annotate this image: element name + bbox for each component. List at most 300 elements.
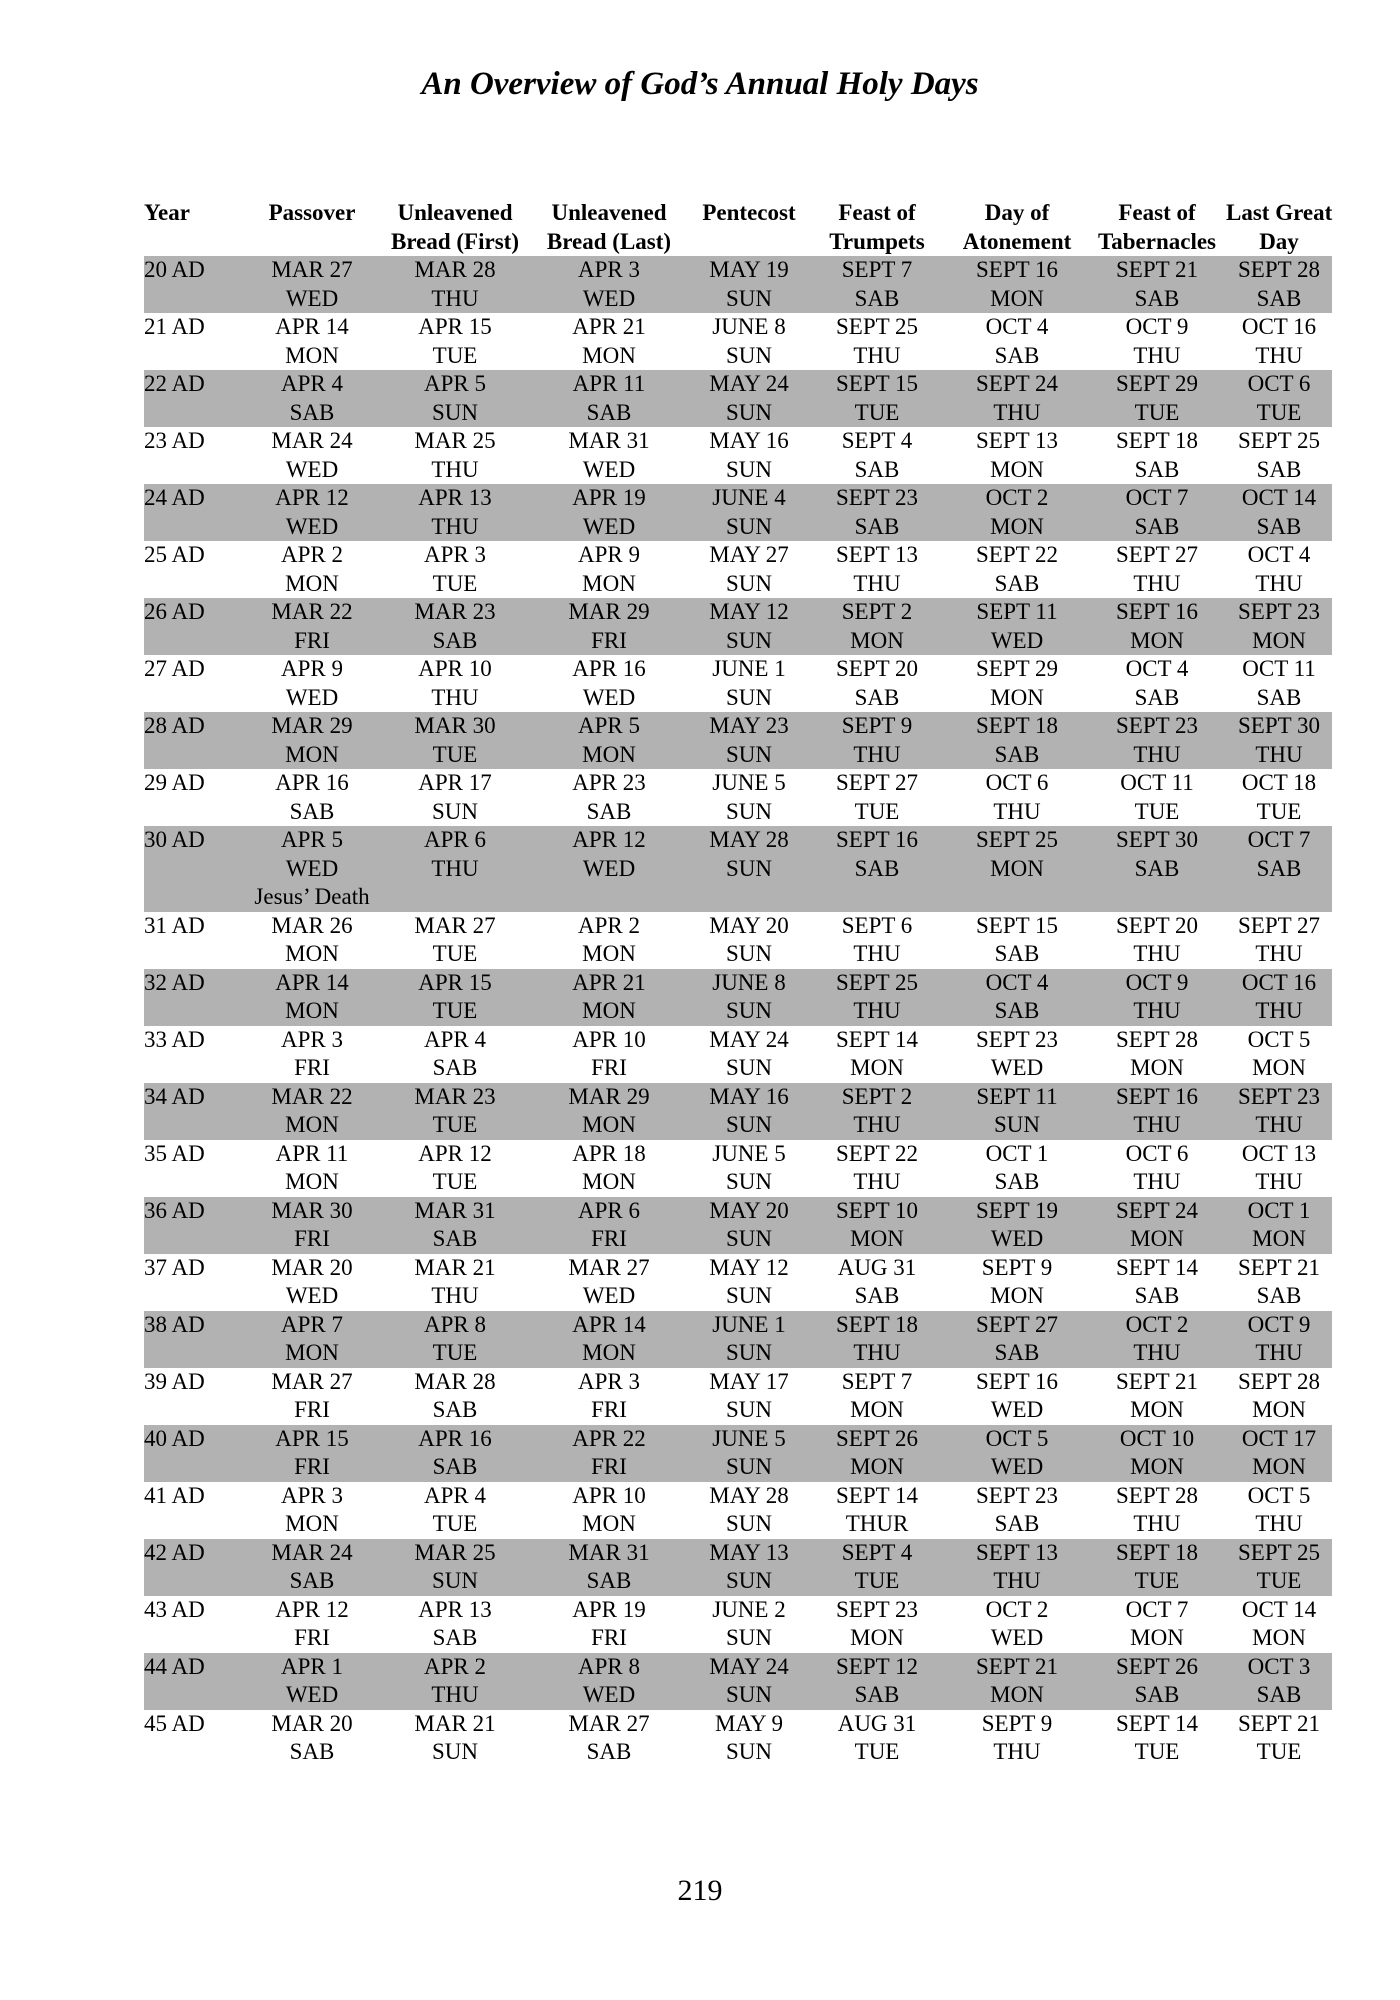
- cell-unleavened-bread-first: [382, 427, 528, 484]
- cell-pentecost: [690, 1026, 808, 1083]
- date-text: MAR 28: [414, 257, 496, 282]
- weekday-text: FRI: [294, 1397, 330, 1422]
- cell-unleavened-bread-last: [528, 1254, 690, 1311]
- weekday-text: WED: [285, 456, 339, 482]
- cell-passover: [242, 1197, 382, 1254]
- cell-last-great-day: [1226, 1254, 1332, 1311]
- weekday-text: THU: [431, 1283, 479, 1308]
- cell-year: [144, 541, 242, 598]
- date-text: SEPT 21: [1237, 1254, 1321, 1280]
- cell-passover: [242, 427, 382, 484]
- weekday-text: SUN: [725, 456, 772, 482]
- date-text: APR 12: [572, 827, 646, 852]
- column-header-line: Unleavened: [397, 200, 513, 225]
- cell-feast-of-trumpets: [808, 1425, 946, 1482]
- date-text: SEPT 28: [1237, 257, 1321, 282]
- weekday-text: THU: [993, 798, 1041, 824]
- weekday-text: WED: [582, 684, 636, 710]
- column-header-line: Feast of: [838, 200, 916, 225]
- cell-pentecost: [690, 313, 808, 370]
- date-text: MAY 23: [709, 713, 789, 738]
- year-label: 43 AD: [144, 1596, 205, 1622]
- year-label: 39 AD: [144, 1368, 205, 1394]
- date-text: MAY 17: [709, 1368, 789, 1394]
- cell-pentecost: [690, 969, 808, 1026]
- date-text: APR 8: [578, 1653, 640, 1679]
- column-header-year: [144, 198, 242, 256]
- date-text: SEPT 25: [1237, 1539, 1321, 1565]
- date-text: SEPT 25: [835, 314, 919, 339]
- weekday-text: MON: [285, 1340, 339, 1365]
- weekday-text: WED: [285, 855, 339, 881]
- cell-last-great-day: [1226, 541, 1332, 598]
- weekday-text: TUE: [1134, 1739, 1180, 1764]
- weekday-text: WED: [582, 1283, 636, 1308]
- cell-unleavened-bread-first: [382, 969, 528, 1026]
- date-text: OCT 6: [1247, 371, 1311, 396]
- cell-unleavened-bread-first: [382, 1026, 528, 1083]
- weekday-text: SAB: [1134, 1682, 1180, 1707]
- date-text: MAR 24: [271, 428, 353, 453]
- cell-day-of-atonement: [946, 1710, 1088, 1767]
- date-text: APR 19: [572, 1596, 646, 1622]
- year-label: 35 AD: [144, 1140, 205, 1166]
- year-label: 37 AD: [144, 1254, 205, 1280]
- weekday-text: SAB: [1134, 855, 1180, 881]
- date-text: OCT 18: [1241, 770, 1317, 795]
- date-text: JUNE 5: [712, 1140, 786, 1166]
- cell-year: [144, 598, 242, 655]
- date-text: SEPT 16: [1115, 1083, 1199, 1109]
- weekday-text: SAB: [854, 513, 900, 539]
- year-label: 31 AD: [144, 912, 205, 938]
- date-text: MAY 16: [709, 428, 789, 453]
- weekday-text: TUE: [432, 570, 478, 596]
- weekday-text: TUE: [1256, 1739, 1302, 1764]
- cell-feast-of-tabernacles: [1088, 826, 1226, 912]
- weekday-text: SAB: [1256, 1283, 1302, 1308]
- weekday-text: SAB: [289, 1568, 335, 1593]
- cell-feast-of-tabernacles: [1088, 1710, 1226, 1767]
- date-text: APR 21: [572, 314, 646, 339]
- weekday-text: TUE: [1256, 399, 1302, 425]
- date-text: SEPT 15: [975, 912, 1059, 938]
- date-text: SEPT 9: [841, 713, 913, 738]
- cell-day-of-atonement: [946, 1083, 1088, 1140]
- weekday-text: MON: [582, 570, 636, 596]
- cell-year: [144, 769, 242, 826]
- cell-day-of-atonement: [946, 541, 1088, 598]
- weekday-text: THU: [431, 513, 479, 539]
- year-label: 22 AD: [144, 371, 205, 396]
- date-text: MAR 31: [414, 1197, 496, 1223]
- cell-unleavened-bread-first: [382, 313, 528, 370]
- cell-last-great-day: [1226, 370, 1332, 427]
- cell-feast-of-trumpets: [808, 484, 946, 541]
- date-text: SEPT 11: [976, 599, 1058, 624]
- cell-pentecost: [690, 826, 808, 912]
- cell-day-of-atonement: [946, 1254, 1088, 1311]
- weekday-text: WED: [990, 627, 1044, 653]
- cell-unleavened-bread-last: [528, 655, 690, 712]
- weekday-text: SAB: [432, 1625, 478, 1650]
- date-text: MAY 16: [709, 1083, 789, 1109]
- weekday-text: SAB: [994, 570, 1040, 596]
- date-text: OCT 16: [1241, 969, 1317, 995]
- date-text: SEPT 2: [841, 1083, 913, 1109]
- weekday-text: THU: [853, 570, 901, 596]
- cell-year: [144, 969, 242, 1026]
- cell-unleavened-bread-first: [382, 655, 528, 712]
- cell-passover: [242, 1026, 382, 1083]
- date-text: APR 3: [424, 542, 486, 567]
- date-text: APR 10: [572, 1026, 646, 1052]
- date-text: SEPT 18: [975, 713, 1059, 738]
- year-label: 23 AD: [144, 428, 205, 453]
- weekday-text: FRI: [294, 1226, 330, 1251]
- cell-last-great-day: [1226, 1140, 1332, 1197]
- weekday-text: SUN: [725, 1454, 772, 1479]
- weekday-text: TUE: [432, 1169, 478, 1194]
- cell-feast-of-tabernacles: [1088, 769, 1226, 826]
- weekday-text: SAB: [586, 1568, 632, 1593]
- date-text: APR 16: [418, 1425, 492, 1451]
- date-text: APR 11: [572, 371, 646, 396]
- date-text: APR 21: [572, 969, 646, 995]
- date-text: APR 10: [418, 656, 492, 681]
- table-row: [144, 769, 1332, 826]
- table-row: [144, 1083, 1332, 1140]
- date-text: OCT 13: [1241, 1140, 1317, 1166]
- cell-unleavened-bread-last: [528, 769, 690, 826]
- date-text: SEPT 27: [1237, 912, 1321, 938]
- cell-day-of-atonement: [946, 1311, 1088, 1368]
- cell-year: [144, 256, 242, 313]
- weekday-text: SAB: [432, 1055, 478, 1080]
- column-header-line: Pentecost: [702, 200, 796, 225]
- cell-unleavened-bread-first: [382, 1311, 528, 1368]
- weekday-text: THU: [431, 684, 479, 710]
- weekday-text: MON: [285, 342, 339, 368]
- date-text: APR 3: [281, 1026, 343, 1052]
- cell-last-great-day: [1226, 427, 1332, 484]
- date-text: MAR 27: [271, 1368, 353, 1394]
- date-text: APR 17: [418, 770, 492, 795]
- date-text: MAY 24: [709, 371, 789, 396]
- cell-day-of-atonement: [946, 969, 1088, 1026]
- cell-passover: [242, 769, 382, 826]
- weekday-text: SUN: [725, 941, 772, 966]
- date-text: SEPT 29: [1115, 371, 1199, 396]
- date-text: OCT 4: [1125, 656, 1189, 681]
- date-text: MAY 28: [709, 1482, 789, 1508]
- cell-feast-of-trumpets: [808, 1197, 946, 1254]
- cell-unleavened-bread-last: [528, 1425, 690, 1482]
- cell-pentecost: [690, 370, 808, 427]
- date-text: MAR 27: [271, 257, 353, 282]
- year-label: 36 AD: [144, 1197, 205, 1223]
- date-text: MAY 12: [709, 599, 789, 624]
- date-text: SEPT 23: [835, 1596, 919, 1622]
- date-text: SEPT 16: [975, 1368, 1059, 1394]
- weekday-text: SAB: [432, 1397, 478, 1422]
- cell-unleavened-bread-last: [528, 598, 690, 655]
- table-row: [144, 1653, 1332, 1710]
- cell-unleavened-bread-first: [382, 1539, 528, 1596]
- date-text: APR 12: [275, 485, 349, 510]
- date-text: SEPT 14: [835, 1482, 919, 1508]
- date-text: APR 7: [281, 1311, 343, 1337]
- column-header-line: Tabernacles: [1098, 229, 1216, 254]
- cell-unleavened-bread-last: [528, 370, 690, 427]
- weekday-text: SAB: [994, 998, 1040, 1023]
- weekday-text: MON: [285, 941, 339, 966]
- cell-passover: [242, 1254, 382, 1311]
- cell-last-great-day: [1226, 313, 1332, 370]
- date-text: MAR 21: [414, 1254, 496, 1280]
- date-text: OCT 14: [1241, 485, 1317, 510]
- date-text: MAY 13: [709, 1539, 789, 1565]
- weekday-text: WED: [990, 1226, 1044, 1251]
- cell-passover: [242, 1368, 382, 1425]
- date-text: MAR 27: [414, 912, 496, 938]
- date-text: MAR 22: [271, 599, 353, 624]
- weekday-text: TUE: [432, 1340, 478, 1365]
- date-text: APR 23: [572, 770, 646, 795]
- table-row: [144, 912, 1332, 969]
- cell-feast-of-tabernacles: [1088, 1653, 1226, 1710]
- weekday-text: TUE: [1134, 1568, 1180, 1593]
- date-text: SEPT 18: [835, 1311, 919, 1337]
- weekday-text: THU: [1133, 342, 1181, 368]
- cell-unleavened-bread-first: [382, 484, 528, 541]
- cell-day-of-atonement: [946, 1368, 1088, 1425]
- table-row: [144, 598, 1332, 655]
- cell-pentecost: [690, 256, 808, 313]
- weekday-text: MON: [850, 627, 904, 653]
- cell-day-of-atonement: [946, 1482, 1088, 1539]
- date-text: SEPT 23: [835, 485, 919, 510]
- weekday-text: SAB: [994, 1340, 1040, 1365]
- date-text: JUNE 8: [712, 314, 786, 339]
- date-text: MAR 23: [414, 1083, 496, 1109]
- date-text: SEPT 28: [1115, 1482, 1199, 1508]
- weekday-text: TUE: [432, 1112, 478, 1137]
- cell-day-of-atonement: [946, 1026, 1088, 1083]
- cell-last-great-day: [1226, 1482, 1332, 1539]
- cell-last-great-day: [1226, 1539, 1332, 1596]
- date-text: OCT 7: [1247, 827, 1311, 852]
- weekday-text: SAB: [854, 855, 900, 881]
- weekday-text: TUE: [854, 1568, 900, 1593]
- cell-feast-of-tabernacles: [1088, 712, 1226, 769]
- year-label: 32 AD: [144, 969, 205, 995]
- date-text: SEPT 28: [1115, 1026, 1199, 1052]
- weekday-text: SAB: [432, 627, 478, 653]
- cell-year: [144, 1596, 242, 1653]
- date-text: APR 14: [275, 314, 349, 339]
- cell-pentecost: [690, 1539, 808, 1596]
- date-text: MAR 27: [568, 1254, 650, 1280]
- weekday-text: SAB: [994, 741, 1040, 767]
- cell-day-of-atonement: [946, 769, 1088, 826]
- date-text: APR 13: [418, 485, 492, 510]
- date-text: SEPT 26: [1115, 1653, 1199, 1679]
- column-header-line: Bread (Last): [546, 229, 672, 254]
- cell-passover: [242, 826, 382, 912]
- weekday-text: MON: [582, 1511, 636, 1536]
- cell-last-great-day: [1226, 1425, 1332, 1482]
- date-text: MAR 23: [414, 599, 496, 624]
- cell-pentecost: [690, 1197, 808, 1254]
- cell-unleavened-bread-last: [528, 427, 690, 484]
- cell-passover: [242, 1425, 382, 1482]
- date-text: APR 5: [578, 713, 640, 738]
- cell-unleavened-bread-last: [528, 1596, 690, 1653]
- cell-unleavened-bread-first: [382, 1482, 528, 1539]
- date-text: MAR 28: [414, 1368, 496, 1394]
- date-text: OCT 9: [1125, 314, 1189, 339]
- table-row: [144, 313, 1332, 370]
- weekday-text: THU: [1255, 941, 1303, 966]
- weekday-text: WED: [990, 1397, 1044, 1422]
- date-text: SEPT 13: [975, 428, 1059, 453]
- cell-last-great-day: [1226, 1653, 1332, 1710]
- weekday-text: SUN: [725, 285, 772, 311]
- weekday-text: SAB: [586, 1739, 632, 1764]
- cell-pentecost: [690, 1710, 808, 1767]
- date-text: OCT 7: [1125, 485, 1189, 510]
- weekday-text: SAB: [289, 399, 335, 425]
- date-text: SEPT 21: [975, 1653, 1059, 1679]
- cell-day-of-atonement: [946, 484, 1088, 541]
- weekday-text: THU: [1255, 1112, 1303, 1137]
- cell-feast-of-tabernacles: [1088, 1140, 1226, 1197]
- weekday-text: MON: [990, 285, 1044, 311]
- weekday-text: MON: [582, 1112, 636, 1137]
- cell-feast-of-trumpets: [808, 655, 946, 712]
- weekday-text: SAB: [1256, 684, 1302, 710]
- cell-year: [144, 1140, 242, 1197]
- weekday-text: SAB: [1134, 456, 1180, 482]
- date-text: SEPT 25: [975, 827, 1059, 852]
- cell-passover: [242, 969, 382, 1026]
- date-text: MAR 31: [568, 1539, 650, 1565]
- cell-passover: [242, 655, 382, 712]
- column-header-unleavened-bread-last: [528, 198, 690, 256]
- cell-passover: [242, 1653, 382, 1710]
- weekday-text: WED: [582, 456, 636, 482]
- weekday-text: MON: [1252, 1226, 1306, 1251]
- weekday-text: WED: [990, 1625, 1044, 1650]
- cell-day-of-atonement: [946, 256, 1088, 313]
- column-header-line: Unleavened: [551, 200, 667, 225]
- cell-pentecost: [690, 1140, 808, 1197]
- cell-day-of-atonement: [946, 826, 1088, 912]
- cell-day-of-atonement: [946, 1596, 1088, 1653]
- date-text: SEPT 23: [1115, 713, 1199, 738]
- cell-feast-of-tabernacles: [1088, 969, 1226, 1026]
- weekday-text: SUN: [725, 627, 772, 653]
- weekday-text: MON: [1130, 1625, 1184, 1650]
- cell-feast-of-trumpets: [808, 1539, 946, 1596]
- date-text: OCT 6: [1125, 1140, 1189, 1166]
- date-text: SEPT 14: [1115, 1254, 1199, 1280]
- date-text: SEPT 22: [975, 542, 1059, 567]
- weekday-text: MON: [990, 1283, 1044, 1308]
- weekday-text: SUN: [993, 1112, 1040, 1137]
- cell-unleavened-bread-first: [382, 912, 528, 969]
- weekday-text: SAB: [289, 1739, 335, 1764]
- column-header-last-great-day: [1226, 198, 1332, 256]
- year-label: 24 AD: [144, 485, 205, 510]
- date-text: SEPT 23: [975, 1482, 1059, 1508]
- cell-feast-of-tabernacles: [1088, 1539, 1226, 1596]
- cell-year: [144, 1197, 242, 1254]
- cell-passover: [242, 1083, 382, 1140]
- date-text: SEPT 10: [835, 1197, 919, 1223]
- cell-pentecost: [690, 1311, 808, 1368]
- table-row: [144, 1539, 1332, 1596]
- cell-pentecost: [690, 1482, 808, 1539]
- cell-unleavened-bread-last: [528, 1368, 690, 1425]
- weekday-text: MON: [990, 1682, 1044, 1707]
- cell-last-great-day: [1226, 1368, 1332, 1425]
- weekday-text: SUN: [725, 1739, 772, 1764]
- cell-pentecost: [690, 484, 808, 541]
- weekday-text: THU: [431, 285, 479, 311]
- date-text: MAR 29: [568, 599, 650, 624]
- weekday-text: FRI: [591, 1226, 627, 1251]
- weekday-text: MON: [990, 456, 1044, 482]
- weekday-text: MON: [582, 1340, 636, 1365]
- date-text: SEPT 13: [975, 1539, 1059, 1565]
- cell-unleavened-bread-first: [382, 598, 528, 655]
- cell-feast-of-trumpets: [808, 1311, 946, 1368]
- weekday-text: FRI: [591, 1625, 627, 1650]
- weekday-text: SUN: [725, 1340, 772, 1365]
- date-text: APR 9: [281, 656, 343, 681]
- cell-year: [144, 427, 242, 484]
- cell-unleavened-bread-last: [528, 313, 690, 370]
- weekday-text: SUN: [431, 1568, 478, 1593]
- weekday-text: SUN: [725, 1568, 772, 1593]
- weekday-text: SAB: [289, 798, 335, 824]
- date-text: MAR 21: [414, 1710, 496, 1736]
- column-header-day-of-atonement: [946, 198, 1088, 256]
- cell-unleavened-bread-first: [382, 1653, 528, 1710]
- cell-day-of-atonement: [946, 912, 1088, 969]
- weekday-text: SAB: [1256, 1682, 1302, 1707]
- cell-unleavened-bread-last: [528, 1311, 690, 1368]
- weekday-text: SAB: [586, 399, 632, 425]
- date-text: APR 14: [572, 1311, 646, 1337]
- cell-feast-of-trumpets: [808, 1026, 946, 1083]
- cell-feast-of-tabernacles: [1088, 598, 1226, 655]
- cell-passover: [242, 912, 382, 969]
- weekday-text: MON: [285, 998, 339, 1023]
- date-text: OCT 2: [985, 485, 1049, 510]
- weekday-text: SAB: [854, 1682, 900, 1707]
- date-text: OCT 5: [1247, 1482, 1311, 1508]
- weekday-text: THU: [853, 1340, 901, 1365]
- cell-last-great-day: [1226, 256, 1332, 313]
- cell-year: [144, 370, 242, 427]
- table-header-row: [144, 198, 1332, 256]
- weekday-text: THU: [1255, 1511, 1303, 1536]
- weekday-text: SUN: [725, 513, 772, 539]
- date-text: JUNE 1: [712, 656, 786, 681]
